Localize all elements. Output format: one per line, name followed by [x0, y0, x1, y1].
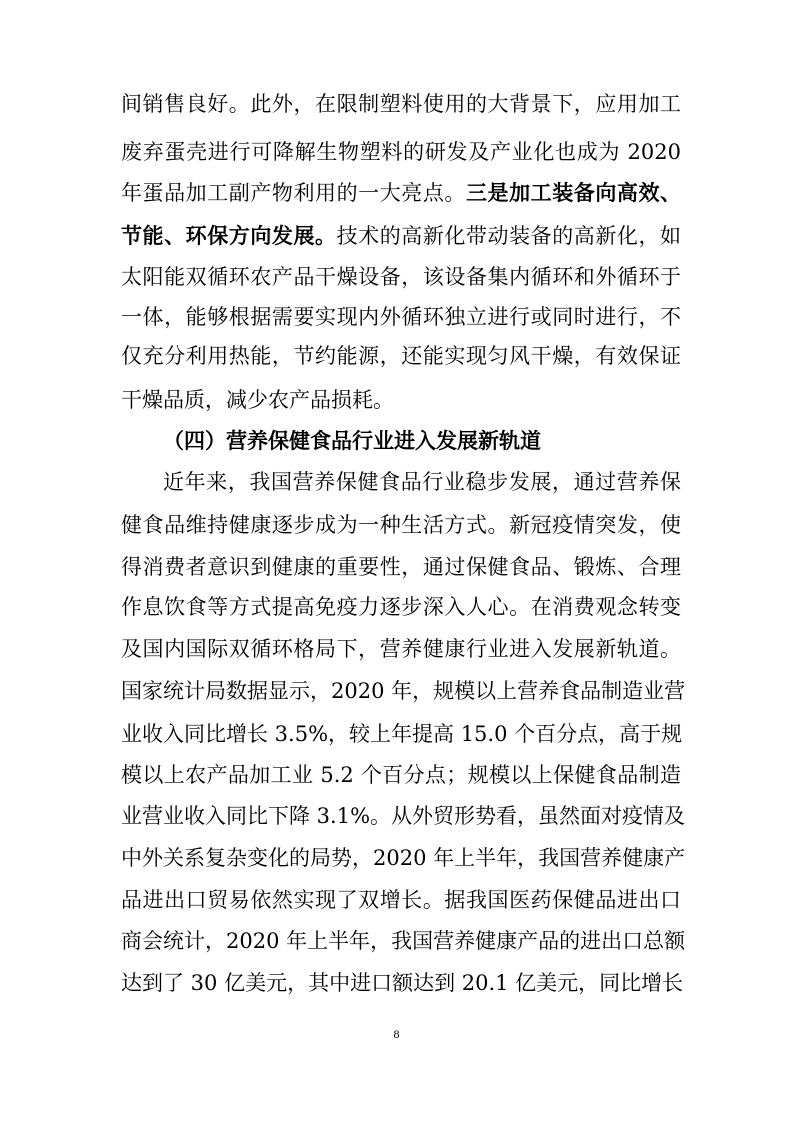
- paragraph-line: [121, 178, 681, 208]
- paragraph-line: 干燥品质，减少农产品损耗。: [121, 388, 394, 412]
- paragraph-line: 业收入同比增长 3.5%，较上年提高 15.0 个百分点，高于规: [121, 722, 683, 746]
- paragraph-line: 健食品维持健康逐步成为一种生活方式。新冠疫情突发，使: [121, 513, 681, 537]
- bold-emphasis: 节能、环保方向发展。: [121, 223, 337, 248]
- paragraph-text: 年蛋品加工副产物利用的一大亮点。: [121, 181, 466, 205]
- paragraph-line: 间销售良好。此外，在限制塑料使用的大背景下，应用加工: [121, 92, 681, 116]
- paragraph-line: 模以上农产品加工业 5.2 个百分点；规模以上保健食品制造: [121, 763, 681, 787]
- paragraph-line: 太阳能双循环农产品干燥设备，该设备集内循环和外循环于: [121, 265, 681, 289]
- paragraph-line: 得消费者意识到健康的重要性，通过保健食品、锻炼、合理: [121, 555, 681, 579]
- paragraph-line: 及国内国际双循环格局下，营养健康行业进入发展新轨道。: [121, 637, 681, 661]
- paragraph-line: 中外关系复杂变化的局势，2020 年上半年，我国营养健康产: [121, 846, 686, 870]
- paragraph-line: 作息饮食等方式提高免疫力逐步深入人心。在消费观念转变: [121, 595, 681, 619]
- paragraph-line: 国家统计局数据显示，2020 年，规模以上营养食品制造业营: [121, 679, 686, 703]
- bold-emphasis: 三是加工装备向高效、: [465, 180, 682, 205]
- paragraph-line: 仅充分利用热能，节约能源，还能实现匀风干燥，有效保证: [121, 344, 681, 368]
- paragraph-line: 达到了 30 亿美元，其中进口额达到 20.1 亿美元，同比增长: [121, 971, 684, 995]
- paragraph-line: 废弃蛋壳进行可降解生物塑料的研发及产业化也成为 2020: [121, 140, 681, 164]
- paragraph-line: [121, 221, 681, 251]
- section-heading: （四）营养保健食品行业进入发展新轨道: [163, 428, 541, 453]
- paragraph-line: 近年来，我国营养保健食品行业稳步发展，通过营养保: [163, 470, 681, 494]
- paragraph-line: 一体，能够根据需要实现内外循环独立进行或同时进行，不: [121, 305, 681, 329]
- paragraph-line: 品进出口贸易依然实现了双增长。据我国医药保健品进出口: [121, 888, 681, 912]
- paragraph-line: 商会统计，2020 年上半年，我国营养健康产品的进出口总额: [121, 929, 686, 953]
- paragraph-line: 业营业收入同比下降 3.1%。从外贸形势看，虽然面对疫情及: [121, 804, 686, 828]
- page-number: 8: [393, 1027, 400, 1041]
- paragraph-text: 技术的高新化带动装备的高新化，如: [336, 224, 682, 248]
